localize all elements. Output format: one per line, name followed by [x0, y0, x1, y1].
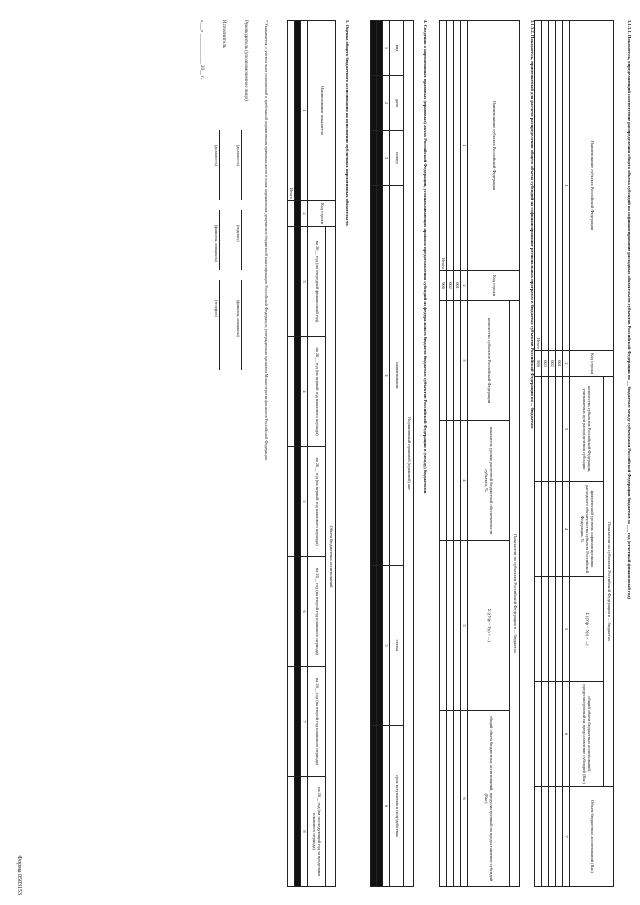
s3-num: 6 [383, 726, 390, 887]
s1-col7: Объем бюджетных ассигнований (Rкс) [570, 787, 614, 887]
form-code: Форма 0503153 [16, 855, 22, 895]
s1-code: 003 [542, 351, 549, 377]
section1-title: 3.1.3.1. Показатель, определяющий соответствие распределения общего объема субсидий на софинансирование расходных обязательств субъектов Российской Федерации по __ бюджетам между субъектами Российской Федерации бюджетам за ___ год (отчетный финансовый год) [627, 20, 632, 600]
s1-col3: количество субъектов Российской Федерации, учитываемых при распределении субсидии [570, 377, 604, 482]
s3-col: срок вступления в силу/действия [390, 726, 404, 887]
s2-num: 1 [461, 21, 468, 271]
s2-col4: показатель уровня расчетной бюджетной обеспеченности субъекта, % [468, 421, 510, 541]
section3-title: 4. Сведения о нормативных правовых (правовых) актах Российской Федерации, устанавливающих правила предоставления субсидий из федерального бюджета бюджетам субъектов Российской Федерации в (между) бюджетами [423, 20, 428, 494]
sig-signature-caption: (подпись) [236, 225, 241, 242]
s2-num: 6 [461, 711, 468, 887]
exec-phone-caption: (телефон) [214, 300, 219, 317]
signature-date: «___» ____________ 20__ г. [199, 20, 204, 79]
exec-position-caption: (должность) [214, 145, 219, 166]
s3-group-header: Нормативный правовой (правовой) акт [404, 21, 414, 887]
s4-num: 2 [301, 201, 308, 227]
s4-col: на 20__ год (на второй год планового периода) [308, 667, 326, 777]
s3-num: 5 [383, 566, 390, 726]
s4-total: Итого [288, 21, 295, 201]
table-row-total [535, 21, 542, 887]
exec-name-caption: (фамилия, инициалы) [214, 225, 219, 262]
s2-col3: количество субъектов Российской Федерации [468, 301, 510, 421]
s1-col5: Σ ((Уф − Ур) × ...) [570, 577, 604, 682]
s4-num: 7 [301, 667, 308, 777]
s1-num: 7 [563, 787, 570, 887]
section2-title: 3.1.3.2. Показатель, применяемый для расчета распределения общего объема субсидий на софинансирование региональных программ в бюджетах субъектов Российской Федерации по ... бюджетам [530, 20, 535, 429]
s2-group-header: Показатели по субъектам Российской Федерации в ... бюджетах [510, 301, 520, 887]
sig-name-caption: (фамилия, инициалы) [236, 300, 241, 337]
signature-head-label: Руководитель (уполномоченное лицо) [243, 20, 248, 101]
s4-col-name: Наименование показателя [308, 21, 336, 201]
s1-num: 5 [563, 577, 570, 682]
table-row [549, 21, 556, 887]
signature-executor-label: Исполнитель [221, 20, 226, 48]
s4-col-code: Код строки [308, 201, 336, 227]
s3-num: 4 [383, 186, 390, 566]
s3-col: наименование [390, 186, 404, 566]
sig-position-caption: (должность) [236, 145, 241, 166]
s4-num: 4 [301, 337, 308, 447]
s2-col-code: Код строки [468, 271, 520, 301]
s1-total-code: 999 [535, 351, 542, 377]
s4-num: 5 [301, 447, 308, 557]
s4-num: 3 [301, 227, 308, 337]
s4-col: на 20__ год (на первый год планового периода) [308, 337, 326, 447]
s1-col6: общий объем бюджетных ассигнований, предусмотренный на предоставление субсидий (Rкс) [570, 682, 604, 787]
table-row [377, 21, 383, 887]
footnote: * Указывается, с учетом чьих полномочий и требований нормативных правовых актов и иных нормативных документов бюджетной классификации Российской Федерации, утвержденных приказом Министерства финансов Российской Федерации. [264, 20, 269, 462]
s1-num: 4 [563, 482, 570, 577]
section1-table [534, 20, 614, 887]
s2-total-code: 900 [440, 271, 447, 301]
s2-col5: Σ ((Уф − Ур) × ...) [468, 541, 510, 711]
s1-code: 001 [556, 351, 563, 377]
s1-code: 002 [549, 351, 556, 377]
table-row [454, 21, 461, 887]
s4-col: на 20__ год (на последующий год за пределами планового периода) [308, 777, 326, 887]
s3-num: 3 [383, 131, 390, 186]
s1-group-header: Показатели по субъектам Российской Федерации в ... бюджетах [604, 377, 614, 787]
s1-num: 6 [563, 682, 570, 787]
section4-table [287, 20, 336, 887]
s2-code: 002 [447, 271, 454, 301]
s4-num: 8 [301, 777, 308, 887]
s2-total: Итого [440, 21, 447, 271]
s3-col: дата [390, 76, 404, 131]
s2-col-name: Наименование субъекта Российской Федерации [468, 21, 520, 271]
s4-num: 1 [301, 21, 308, 201]
s3-col: вид [390, 21, 404, 76]
table-row-total [288, 21, 295, 887]
s1-total: Итого [535, 21, 542, 351]
s2-num: 2 [461, 271, 468, 301]
s4-col: на 20__ год (на первый год планового периода) [308, 447, 326, 557]
section2-table [439, 20, 520, 887]
s1-num: 2 [563, 351, 570, 377]
table-row [542, 21, 549, 887]
s4-group-header: Объем бюджетных ассигнований [326, 227, 336, 887]
table-row [556, 21, 563, 887]
s1-num: 3 [563, 377, 570, 482]
s1-col4: фактический уровень софинансирования расходного обязательства субъекта Российской Федерации, % [570, 482, 604, 577]
s4-num: 6 [301, 557, 308, 667]
s1-col-code: Код строки [570, 351, 614, 377]
s3-col: номер [390, 131, 404, 186]
s4-col: на 20__ год (на второй год планового периода) [308, 557, 326, 667]
table-row [295, 21, 301, 887]
section3-table [370, 20, 414, 887]
table-row [371, 21, 377, 887]
table-row-total [440, 21, 447, 887]
s2-num: 3 [461, 301, 468, 421]
s3-col: статья [390, 566, 404, 726]
s1-col-name: Наименование субъекта Российской Федерации [570, 21, 614, 351]
s2-code: 001 [454, 271, 461, 301]
s2-num: 5 [461, 541, 468, 711]
s3-num: 1 [383, 21, 390, 76]
s3-num: 2 [383, 76, 390, 131]
s2-col6: общий объем бюджетных ассигнований, предусмотренный на предоставление субсидий (Rкс) [468, 711, 510, 887]
table-row [447, 21, 454, 887]
s1-num: 1 [563, 21, 570, 351]
section4-title: 5. Оценка общего бюджетного ассигнования на исполнение публичных нормативных обязательств [345, 20, 350, 226]
s2-num: 4 [461, 421, 468, 541]
s4-col: на 20__ год (на очередной финансовый год) [308, 227, 326, 337]
